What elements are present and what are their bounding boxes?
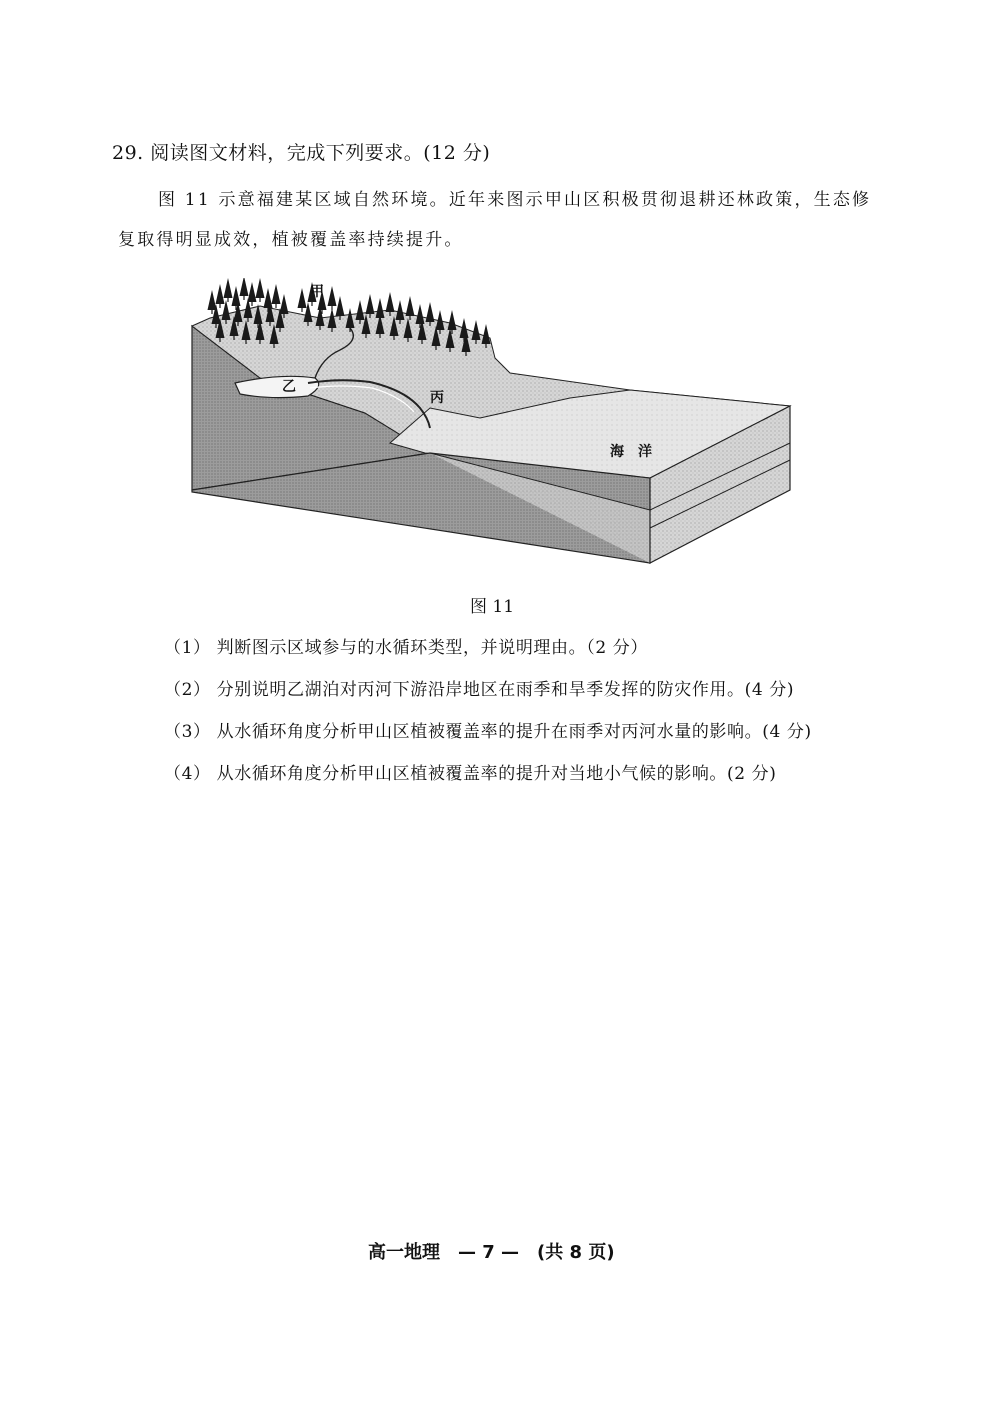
conifer-tree-icon — [472, 320, 481, 340]
label-jia: 甲 — [310, 284, 324, 300]
tree-trunk — [389, 312, 390, 316]
tree-trunk — [409, 316, 410, 320]
tree-trunk — [227, 298, 228, 302]
conifer-tree-icon — [416, 304, 425, 324]
tree-trunk — [259, 340, 260, 344]
conifer-tree-icon — [386, 292, 395, 312]
conifer-tree-icon — [356, 300, 365, 320]
tree-trunk — [245, 340, 246, 344]
tree-trunk — [379, 334, 380, 338]
tree-trunk — [399, 320, 400, 324]
conifer-tree-icon — [240, 278, 249, 296]
tree-trunk — [269, 322, 270, 326]
tree-trunk — [219, 338, 220, 342]
conifer-tree-icon — [298, 288, 307, 308]
conifer-tree-icon — [396, 300, 405, 320]
tree-trunk — [279, 328, 280, 332]
tree-trunk — [429, 322, 430, 326]
conifer-tree-icon — [406, 296, 415, 316]
tree-trunk — [275, 304, 276, 308]
conifer-tree-icon — [256, 278, 265, 298]
subquestion-3: （3） 从水循环角度分析甲山区植被覆盖率的提升在雨季对丙河水量的影响。(4 分) — [164, 722, 812, 742]
tree-trunk — [339, 316, 340, 320]
tree-trunk — [349, 328, 350, 332]
tree-trunk — [365, 334, 366, 338]
tree-trunk — [225, 320, 226, 324]
tree-trunk — [311, 302, 312, 306]
tree-trunk — [475, 340, 476, 344]
conifer-tree-icon — [336, 296, 345, 316]
conifer-tree-icon — [448, 310, 457, 330]
tree-trunk — [233, 336, 234, 340]
tree-trunk — [485, 344, 486, 348]
subquestion-2: （2） 分别说明乙湖泊对丙河下游沿岸地区在雨季和旱季发挥的防灾作用。(4 分) — [164, 680, 795, 700]
tree-trunk — [465, 352, 466, 356]
conifer-tree-icon — [280, 294, 289, 314]
tree-trunk — [247, 318, 248, 322]
tree-trunk — [215, 324, 216, 328]
tree-trunk — [369, 314, 370, 318]
conifer-tree-icon — [482, 324, 491, 344]
subquestion-4: （4） 从水循环角度分析甲山区植被覆盖率的提升对当地小气候的影响。(2 分) — [164, 764, 777, 784]
subquestion-1: （1） 判断图示区域参与的水循环类型，并说明理由。（2 分） — [164, 638, 648, 658]
conifer-tree-icon — [426, 302, 435, 322]
label-ocean: 海 洋 — [610, 444, 652, 460]
tree-trunk — [283, 314, 284, 318]
tree-trunk — [219, 304, 220, 308]
tree-trunk — [211, 310, 212, 314]
question-intro-text: 图 11 示意福建某区域自然环境。近年来图示甲山区积极贯彻退耕还林政策，生态修复取得明显成效，植被覆盖率持续提升。 — [118, 190, 872, 250]
tree-trunk — [359, 320, 360, 324]
page-footer: 高一地理 — 7 — (共 8 页) — [368, 1242, 615, 1263]
label-bing: 丙 — [430, 390, 444, 406]
tree-trunk — [301, 308, 302, 312]
conifer-tree-icon — [264, 288, 273, 308]
tree-trunk — [251, 302, 252, 306]
conifer-tree-icon — [232, 286, 241, 306]
tree-trunk — [331, 328, 332, 332]
conifer-tree-icon — [328, 286, 337, 306]
tree-trunk — [259, 298, 260, 302]
question-intro — [118, 180, 878, 260]
conifer-tree-icon — [366, 294, 375, 314]
terrain-diagram — [190, 278, 800, 568]
question-title: 29. 阅读图文材料，完成下列要求。(12 分) — [112, 142, 491, 164]
label-yi: 乙 — [282, 379, 296, 395]
tree-trunk — [407, 338, 408, 342]
tree-trunk — [449, 348, 450, 352]
tree-trunk — [243, 296, 244, 300]
tree-trunk — [237, 322, 238, 326]
tree-trunk — [319, 326, 320, 330]
tree-trunk — [393, 336, 394, 340]
tree-trunk — [435, 346, 436, 350]
conifer-tree-icon — [224, 278, 233, 298]
figure-caption: 图 11 — [470, 597, 515, 617]
conifer-tree-icon — [216, 284, 225, 304]
conifer-tree-icon — [272, 284, 281, 304]
tree-trunk — [421, 340, 422, 344]
conifer-tree-icon — [208, 290, 217, 310]
figure-11-block-diagram — [190, 278, 800, 568]
tree-trunk — [307, 322, 308, 326]
conifer-tree-icon — [248, 282, 257, 302]
tree-trunk — [439, 330, 440, 334]
tree-trunk — [451, 330, 452, 334]
tree-trunk — [273, 344, 274, 348]
